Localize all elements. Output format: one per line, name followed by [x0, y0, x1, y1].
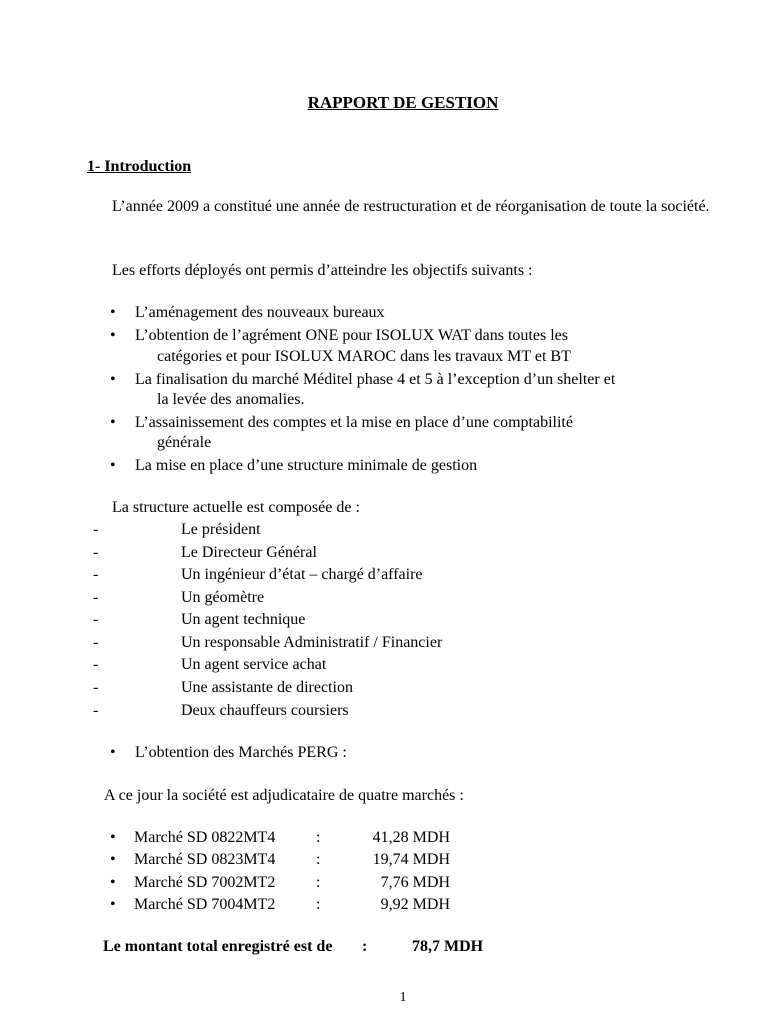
- bullet-icon: •: [110, 457, 116, 474]
- markets-intro: A ce jour la société est adjudicataire de quatre marchés :: [104, 787, 464, 804]
- bullet-icon: •: [110, 327, 116, 344]
- market-label: Marché SD 7002MT2: [134, 874, 276, 891]
- bullet-icon: •: [110, 414, 116, 431]
- list-item-text: La finalisation du marché Méditel phase 4 et 5 à l’exception d’un shelter et: [135, 371, 616, 388]
- total-label: Le montant total enregistré est de: [103, 938, 333, 955]
- market-colon: :: [316, 896, 321, 913]
- list-item-text: Un agent technique: [181, 611, 306, 628]
- dash-icon: -: [93, 521, 99, 538]
- objectives-intro: Les efforts déployés ont permis d’atteindre les objectifs suivants :: [112, 262, 533, 279]
- market-colon: :: [316, 829, 321, 846]
- market-colon: :: [316, 851, 321, 868]
- list-item-text: La mise en place d’une structure minimale de gestion: [135, 457, 478, 474]
- market-colon: :: [316, 874, 321, 891]
- list-item-text: Le président: [181, 521, 261, 538]
- market-label: Marché SD 7004MT2: [134, 896, 276, 913]
- dash-icon: -: [93, 544, 99, 561]
- section-heading: 1- Introduction: [87, 158, 192, 175]
- bullet-icon: •: [110, 744, 116, 761]
- list-item-text: Deux chauffeurs coursiers: [181, 702, 349, 719]
- market-label: Marché SD 0822MT4: [134, 829, 276, 846]
- market-amount: 41,28 MDH: [372, 829, 450, 846]
- list-item-continuation: générale: [157, 434, 212, 451]
- bullet-icon: •: [110, 874, 116, 891]
- list-item-text: L’obtention de l’agrément ONE pour ISOLUX WAT dans toutes les: [135, 327, 568, 344]
- market-amount: 7,76 MDH: [380, 874, 450, 891]
- bullet-icon: •: [110, 851, 116, 868]
- market-label: Marché SD 0823MT4: [134, 851, 276, 868]
- list-item-text: Le Directeur Général: [181, 544, 317, 561]
- dash-icon: -: [93, 611, 99, 628]
- dash-icon: -: [93, 589, 99, 606]
- list-item-text: Une assistante de direction: [181, 679, 353, 696]
- page-title: RAPPORT DE GESTION: [307, 93, 499, 112]
- total-colon: :: [362, 938, 368, 955]
- list-item-text: Un ingénieur d’état – chargé d’affaire: [181, 566, 423, 583]
- list-item-text: Un géomètre: [181, 589, 265, 606]
- list-item-text: L’assainissement des comptes et la mise en place d’une comptabilité: [135, 414, 573, 431]
- bullet-icon: •: [110, 371, 116, 388]
- list-item-continuation: la levée des anomalies.: [157, 391, 305, 408]
- structure-intro: La structure actuelle est composée de :: [112, 499, 360, 516]
- dash-icon: -: [93, 679, 99, 696]
- list-item-text: Un agent service achat: [181, 656, 327, 673]
- list-item-text: Un responsable Administratif / Financier: [181, 634, 443, 651]
- bullet-icon: •: [110, 896, 116, 913]
- dash-icon: -: [93, 566, 99, 583]
- dash-icon: -: [93, 702, 99, 719]
- list-item-text: L’obtention des Marchés PERG :: [135, 744, 347, 761]
- list-item-continuation: catégories et pour ISOLUX MAROC dans les travaux MT et BT: [157, 348, 571, 365]
- page-number: 1: [399, 990, 407, 1005]
- market-amount: 19,74 MDH: [372, 851, 450, 868]
- list-item-text: L’aménagement des nouveaux bureaux: [135, 304, 385, 321]
- bullet-icon: •: [110, 829, 116, 846]
- dash-icon: -: [93, 634, 99, 651]
- bullet-icon: •: [110, 304, 116, 321]
- market-amount: 9,92 MDH: [380, 896, 450, 913]
- intro-paragraph: L’année 2009 a constitué une année de restructuration et de réorganisation de toute la société.: [112, 198, 710, 215]
- total-amount: 78,7 MDH: [412, 938, 484, 955]
- dash-icon: -: [93, 656, 99, 673]
